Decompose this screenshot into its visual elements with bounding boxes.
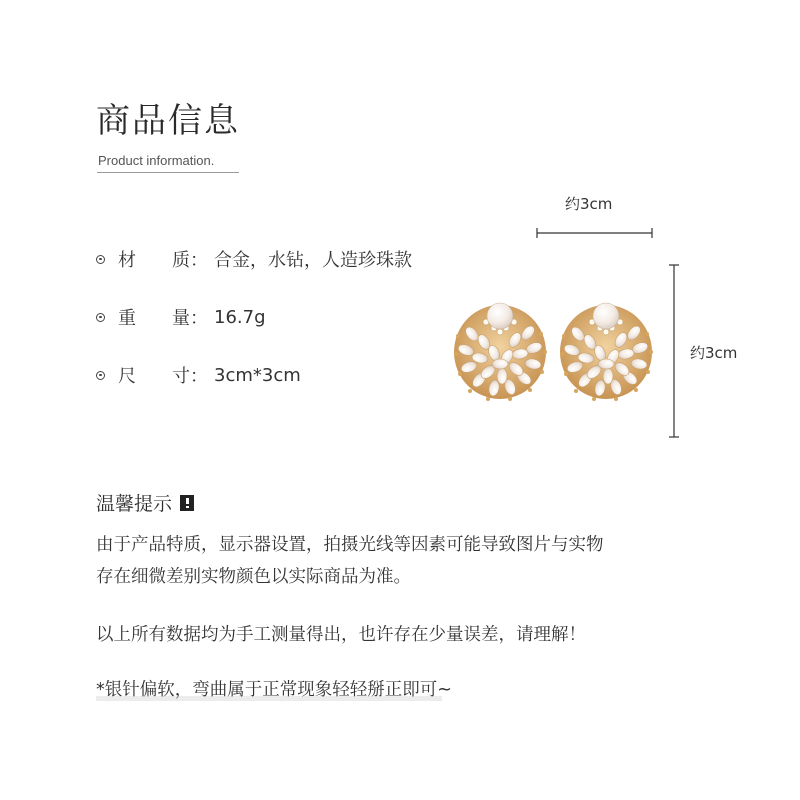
subtitle-underline [97, 172, 239, 173]
bullet-icon [96, 255, 105, 264]
exclamation-icon [180, 495, 194, 511]
spec-size-value: 3cm*3cm [214, 364, 301, 386]
spec-weight-value: 16.7g [214, 306, 266, 328]
width-dimension-label: 约3cm [565, 195, 613, 213]
spec-weight-label: 重 量： [118, 308, 208, 329]
spec-material [96, 246, 412, 272]
notice-line-2: 存在细微差别实物颜色以实际商品为准。 [96, 567, 411, 587]
height-dimension-line [664, 260, 684, 442]
spec-size [96, 362, 301, 388]
notice-title: 温馨提示 [96, 493, 173, 515]
notice-line-4: *银针偏软，弯曲属于正常现象轻轻掰正即可~ [96, 680, 452, 700]
notice-line-1: 由于产品特质，显示器设置，拍摄光线等因素可能导致图片与实物 [96, 535, 604, 555]
pearl-earrings-image [448, 296, 658, 404]
page-title: 商品信息 [96, 101, 240, 141]
left-earring [454, 303, 547, 401]
notice-heading [96, 489, 194, 516]
notice-line-3: 以上所有数据均为手工测量得出，也许存在少量误差，请理解！ [96, 625, 586, 645]
spec-weight [96, 304, 266, 330]
spec-material-value: 合金，水钻，人造珍珠款 [214, 250, 412, 271]
height-dimension-label: 约3cm [690, 344, 738, 362]
spec-size-label: 尺 寸： [118, 366, 208, 387]
spec-material-label: 材 质： [118, 250, 208, 271]
bullet-icon [96, 313, 105, 322]
bullet-icon [96, 371, 105, 380]
page-subtitle: Product information. [98, 153, 215, 168]
width-dimension-line [530, 223, 660, 243]
right-earring [560, 303, 653, 401]
